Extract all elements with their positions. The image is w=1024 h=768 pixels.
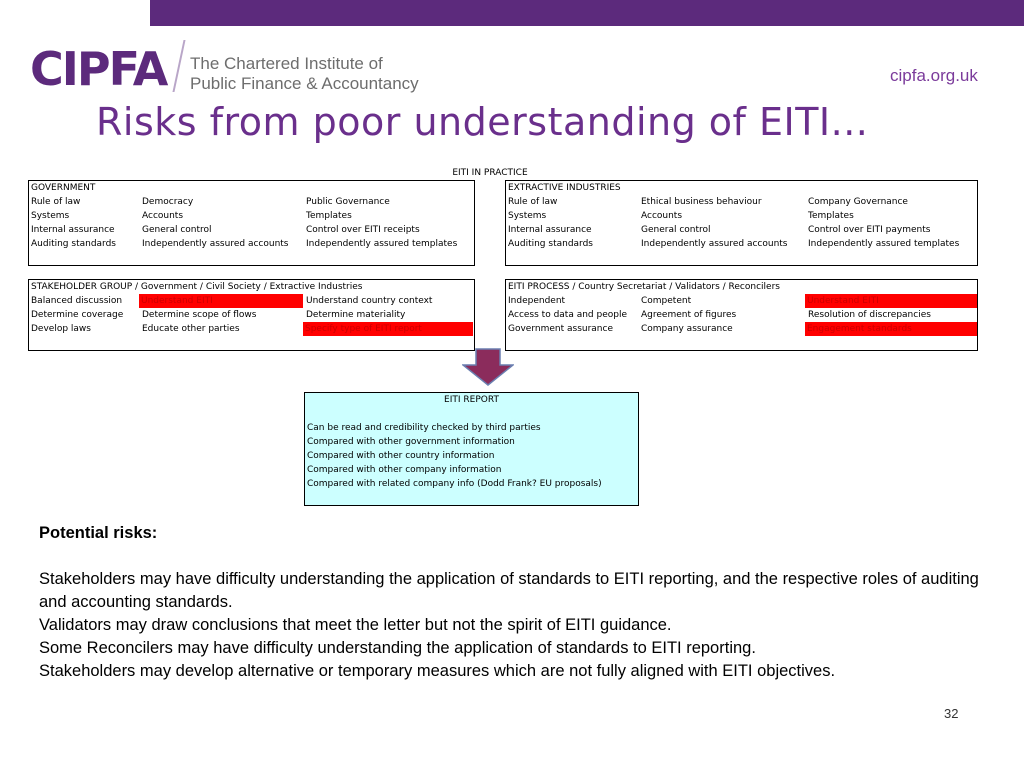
- report-line: Compared with other company information: [307, 465, 502, 475]
- cell: Auditing standards: [508, 239, 593, 249]
- cell: Independent: [508, 296, 566, 306]
- table-row: [29, 322, 474, 336]
- report-line: Can be read and credibility checked by third parties: [307, 423, 541, 433]
- cell: Resolution of discrepancies: [808, 310, 931, 320]
- cell: Understand country context: [306, 296, 433, 306]
- cell: Independently assured templates: [808, 239, 960, 249]
- report-line: Compared with other country information: [307, 451, 495, 461]
- cell: Balanced discussion: [31, 296, 123, 306]
- cell: Rule of law: [31, 197, 81, 207]
- tagline-line-1: The Chartered Institute of: [190, 54, 383, 73]
- top-bar-cut: [130, 0, 150, 26]
- cell: Democracy: [142, 197, 194, 207]
- cell: Templates: [306, 211, 352, 221]
- table-row: [29, 195, 474, 209]
- cell: Control over EITI payments: [808, 225, 931, 235]
- cell: Develop laws: [31, 324, 91, 334]
- cell: Ethical business behaviour: [641, 197, 762, 207]
- risk-paragraph: Stakeholders may have difficulty understanding the application of standards to EITI reporting, and the respective roles of auditing and accounting standards.: [39, 570, 979, 611]
- table-row: [506, 308, 977, 322]
- table-row: [506, 195, 977, 209]
- process-title: EITI PROCESS / Country Secretariat / Validators / Reconcilers: [508, 282, 780, 292]
- cell: Systems: [31, 211, 70, 221]
- table-row: [506, 237, 977, 251]
- cell: Independently assured accounts: [142, 239, 289, 249]
- extractive-industries-box: [505, 180, 978, 266]
- cell: Competent: [641, 296, 692, 306]
- table-row: [29, 237, 474, 251]
- cell: Educate other parties: [142, 324, 240, 334]
- stakeholder-group-box: [28, 279, 475, 351]
- potential-risks-section: [39, 522, 1009, 683]
- cell: General control: [142, 225, 212, 235]
- cell: Independently assured accounts: [641, 239, 788, 249]
- risks-heading: Potential risks:: [39, 524, 158, 542]
- cell: General control: [641, 225, 711, 235]
- table-row: [506, 322, 977, 336]
- government-title: GOVERNMENT: [31, 183, 96, 193]
- cell: Company Governance: [808, 197, 908, 207]
- risk-line: Some Reconcilers may have difficulty understanding the application of standards to EITI reporting.: [39, 639, 756, 657]
- logo-tagline: [190, 54, 419, 94]
- cell: Company assurance: [641, 324, 733, 334]
- table-row: [506, 209, 977, 223]
- cell: Accounts: [142, 211, 184, 221]
- cell: Determine materiality: [306, 310, 406, 320]
- eiti-process-box: [505, 279, 978, 351]
- cell: Auditing standards: [31, 239, 116, 249]
- cell: Templates: [808, 211, 854, 221]
- site-url-link[interactable]: cipfa.org.uk: [890, 66, 978, 85]
- highlighted-cell: Understand EITI: [139, 294, 303, 308]
- report-line: Compared with other government information: [307, 437, 515, 447]
- highlighted-cell: Engagement standards: [805, 322, 977, 336]
- slide-number: 32: [944, 706, 959, 721]
- report-title: EITI REPORT: [444, 395, 499, 405]
- top-brand-bar: [150, 0, 1024, 26]
- extractive-title: EXTRACTIVE INDUSTRIES: [508, 183, 621, 193]
- table-row: [29, 209, 474, 223]
- cell: Determine coverage: [31, 310, 124, 320]
- down-arrow-icon: [462, 348, 514, 386]
- cell: Control over EITI receipts: [306, 225, 420, 235]
- table-row: [506, 223, 977, 237]
- cell: Accounts: [641, 211, 683, 221]
- table-row: [29, 294, 474, 308]
- cell: Government assurance: [508, 324, 613, 334]
- table-row: [506, 294, 977, 308]
- cell: Determine scope of flows: [142, 310, 257, 320]
- stakeholder-title: STAKEHOLDER GROUP / Government / Civil Society / Extractive Industries: [31, 282, 363, 292]
- cell: Rule of law: [508, 197, 558, 207]
- cell: Independently assured templates: [306, 239, 458, 249]
- table-row: [29, 308, 474, 322]
- slide-title: Risks from poor understanding of EITI...: [96, 100, 869, 144]
- highlighted-cell: Specify type of EITI report: [303, 322, 473, 336]
- logo-divider: [172, 40, 185, 92]
- cell: Agreement of figures: [641, 310, 737, 320]
- cipfa-logo: CIPFA: [30, 42, 167, 96]
- highlighted-cell: Understand EITI: [805, 294, 977, 308]
- report-line: Compared with related company info (Dodd Frank? EU proposals): [307, 479, 602, 489]
- eiti-report-box: [304, 392, 639, 506]
- tagline-line-2: Public Finance & Accountancy: [190, 74, 419, 93]
- government-box: [28, 180, 475, 266]
- cell: Internal assurance: [508, 225, 592, 235]
- cell: Access to data and people: [508, 310, 627, 320]
- cell: Internal assurance: [31, 225, 115, 235]
- table-row: [29, 223, 474, 237]
- cell: Systems: [508, 211, 547, 221]
- cell: Public Governance: [306, 197, 390, 207]
- risk-line: Validators may draw conclusions that meet the letter but not the spirit of EITI guidance.: [39, 616, 672, 634]
- eiti-in-practice-header: EITI IN PRACTICE: [452, 168, 528, 178]
- risk-line: Stakeholders may develop alternative or temporary measures which are not fully aligned with EITI objectives.: [39, 662, 836, 680]
